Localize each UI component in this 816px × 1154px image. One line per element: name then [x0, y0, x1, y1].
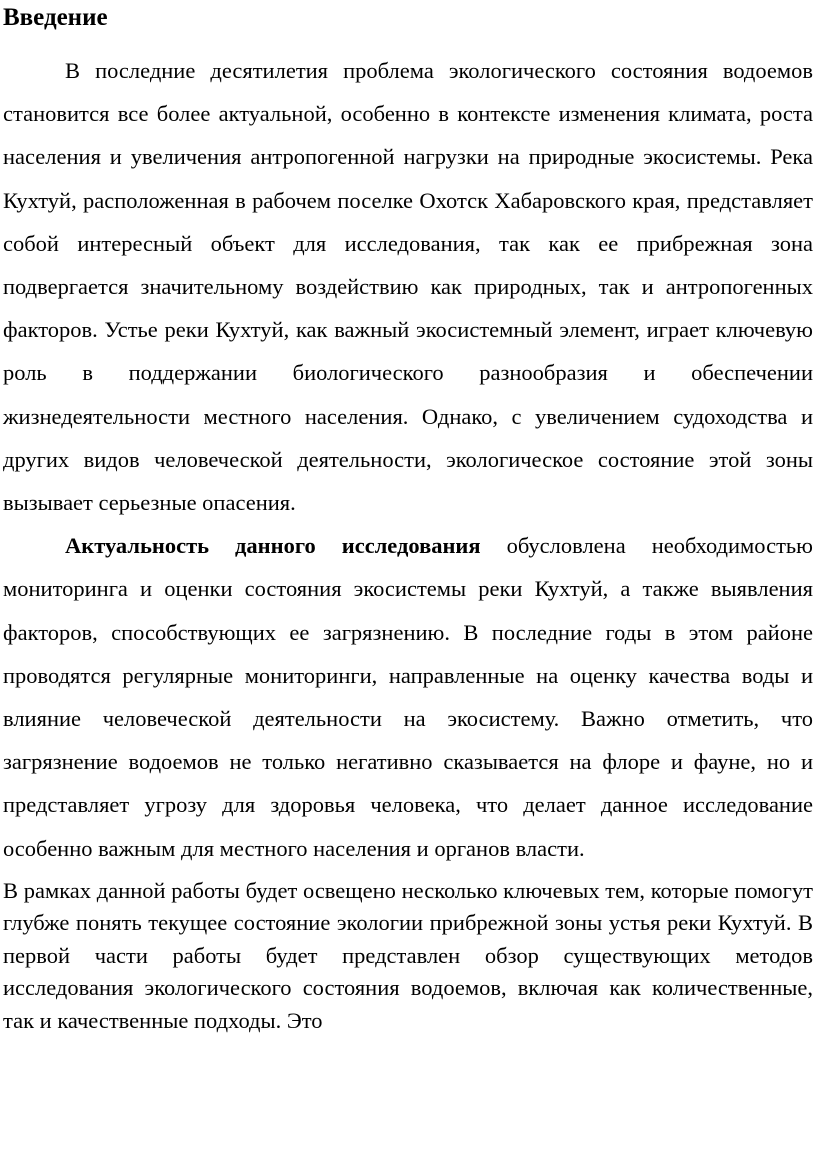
paragraph-intro: В последние десятилетия проблема экологического состояния водоемов становится все более актуальной, особенно в контексте изменения климата, роста населения и увеличения антропогенной нагрузки на природные экосистемы. Река Кухтуй, расположенная в рабочем поселке Охотск Хабаровского края, представляет собой интересный объект для исследования, так как ее прибрежная зона подвергается значительному воздействию как природных, так и антропогенных факторов. Устье реки Кухтуй, как важный экосистемный элемент, играет ключевую роль в поддержании биологического разнообразия и обеспечении жизнедеятельности местного населения. Однако, с увеличением судоходства и других видов человеческой деятельности, экологическое состояние этой зоны вызывает серьезные опасения.: [3, 58, 813, 516]
paragraph-scope: В рамках данной работы будет освещено несколько ключевых тем, которые помогут глубже понять текущее состояние экологии прибрежной зоны устья реки Кухтуй. В первой части работы будет представлен обзор существующих методов исследования экологического состояния водоемов, включая как количественные, так и качественные подходы. Это: [3, 877, 813, 1033]
paragraph-relevance-text: обусловлена необходимостью мониторинга и оценки состояния экосистемы реки Кухтуй, а также выявления факторов, способствующих ее загрязнению. В последние годы в этом районе проводятся регулярные мониторинги, направленные на оценку качества воды и влияние человеческой деятельности на экосистему. Важно отметить, что загрязнение водоемов не только негативно сказывается на флоре и фауне, но и представляет угрозу для здоровья человека, что делает данное исследование особенно важным для местного населения и органов власти.: [3, 533, 813, 861]
paragraph-relevance: [3, 524, 813, 870]
paragraph-relevance-lead: Актуальность данного исследования: [65, 533, 481, 559]
section-heading: Введение: [3, 4, 108, 31]
